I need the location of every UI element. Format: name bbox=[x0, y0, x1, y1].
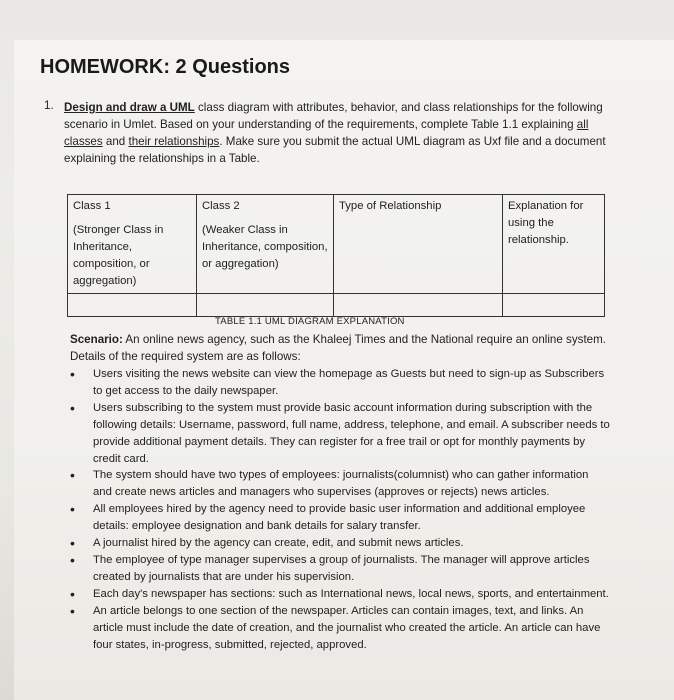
list-item-text: A journalist hired by the agency can create, edit, and submit news articles. bbox=[93, 537, 464, 550]
bullet-icon: • bbox=[70, 602, 75, 619]
page-title: HOMEWORK: 2 Questions bbox=[40, 56, 291, 78]
class2-description: (Weaker Class in Inheritance, composition, or aggregation) bbox=[202, 224, 328, 270]
question-emphasis: Design and draw a UML bbox=[64, 101, 195, 114]
table-cell-relationship-type bbox=[334, 195, 503, 294]
table-empty-cell bbox=[197, 294, 334, 317]
class1-heading: Class 1 bbox=[73, 200, 111, 212]
relationship-table bbox=[67, 194, 605, 317]
list-item bbox=[70, 603, 610, 654]
explanation-heading: Explanation for using the relationship. bbox=[508, 200, 584, 246]
bullet-icon: • bbox=[70, 467, 75, 484]
scenario-paragraph bbox=[70, 331, 610, 365]
table-caption: TABLE 1.1 UML DIAGRAM EXPLANATION bbox=[215, 316, 405, 327]
list-item-text: Each day's newspaper has sections: such as International news, local news, sports, and entertainment. bbox=[93, 587, 609, 600]
list-item bbox=[70, 552, 610, 586]
requirements-list bbox=[70, 366, 610, 653]
bullet-icon: • bbox=[70, 535, 75, 552]
question-and: and bbox=[102, 135, 129, 148]
list-item-text: An article belongs to one section of the newspaper. Articles can contain images, text, and links. An article must include the date of creation, and the journalist who created the article. An article can have four states, in-progress, submitted, rejected, approved. bbox=[93, 604, 601, 651]
question-all-classes: all classes bbox=[64, 118, 589, 148]
list-item bbox=[70, 586, 610, 603]
bullet-icon: • bbox=[70, 551, 75, 568]
bullet-icon: • bbox=[70, 399, 75, 416]
list-item bbox=[70, 467, 610, 501]
list-item bbox=[70, 366, 610, 400]
table-cell-class2 bbox=[197, 195, 334, 294]
question-tail: . Make sure you submit the actual UML diagram as Uxf file and a document explaining the relationships in a Table. bbox=[64, 135, 606, 165]
list-item-text: All employees hired by the agency need to provide basic user information and additional employee details: employee designation and bank details for salary transfer. bbox=[93, 503, 586, 533]
table-header-row bbox=[68, 195, 605, 294]
list-item bbox=[70, 535, 610, 552]
list-item-text: The system should have two types of employees: journalists(columnist) who can gather information and create news articles and managers who supervises (approves or rejects) news articles. bbox=[93, 469, 589, 499]
table-empty-cell bbox=[503, 294, 605, 317]
list-item-text: The employee of type manager supervises a group of journalists. The manager will approve articles created by journalists that are under his supervision. bbox=[93, 553, 590, 583]
table-empty-row bbox=[68, 294, 605, 317]
list-item bbox=[70, 400, 610, 468]
scenario-label: Scenario: bbox=[70, 333, 123, 346]
table-empty-cell bbox=[334, 294, 503, 317]
question-relationships: their relationships bbox=[128, 135, 220, 148]
table-cell-explanation bbox=[503, 195, 605, 294]
scenario-text: An online news agency, such as the Khaleej Times and the National require an online system. Details of the required system are as follows: bbox=[70, 333, 606, 363]
table-cell-class1 bbox=[68, 195, 197, 294]
question-body: class diagram with attributes, behavior, and class relationships for the following scenario in Umlet. Based on your understanding of the requirements, complete Table 1.1 explaining bbox=[64, 101, 603, 131]
bullet-icon: • bbox=[70, 501, 75, 518]
class2-heading: Class 2 bbox=[202, 200, 240, 212]
question-number: 1. bbox=[44, 99, 54, 112]
table-empty-cell bbox=[68, 294, 197, 317]
list-item bbox=[70, 501, 610, 535]
class1-description: (Stronger Class in Inheritance, composition, or aggregation) bbox=[73, 224, 164, 287]
list-item-text: Users subscribing to the system must provide basic account information during subscription with the following details: Username, password, full name, address, telephone, and email. A subscriber needs to provide additional payment details. They can register for a free trail or opt for monthly payments by credit card. bbox=[93, 401, 610, 465]
list-item-text: Users visiting the news website can view the homepage as Guests but need to sign-up as Subscribers to get access to the daily newspaper. bbox=[93, 368, 605, 397]
question-text bbox=[64, 99, 609, 167]
bullet-icon: • bbox=[70, 585, 75, 602]
bullet-icon: • bbox=[70, 366, 75, 382]
relationship-type-heading: Type of Relationship bbox=[339, 200, 442, 212]
